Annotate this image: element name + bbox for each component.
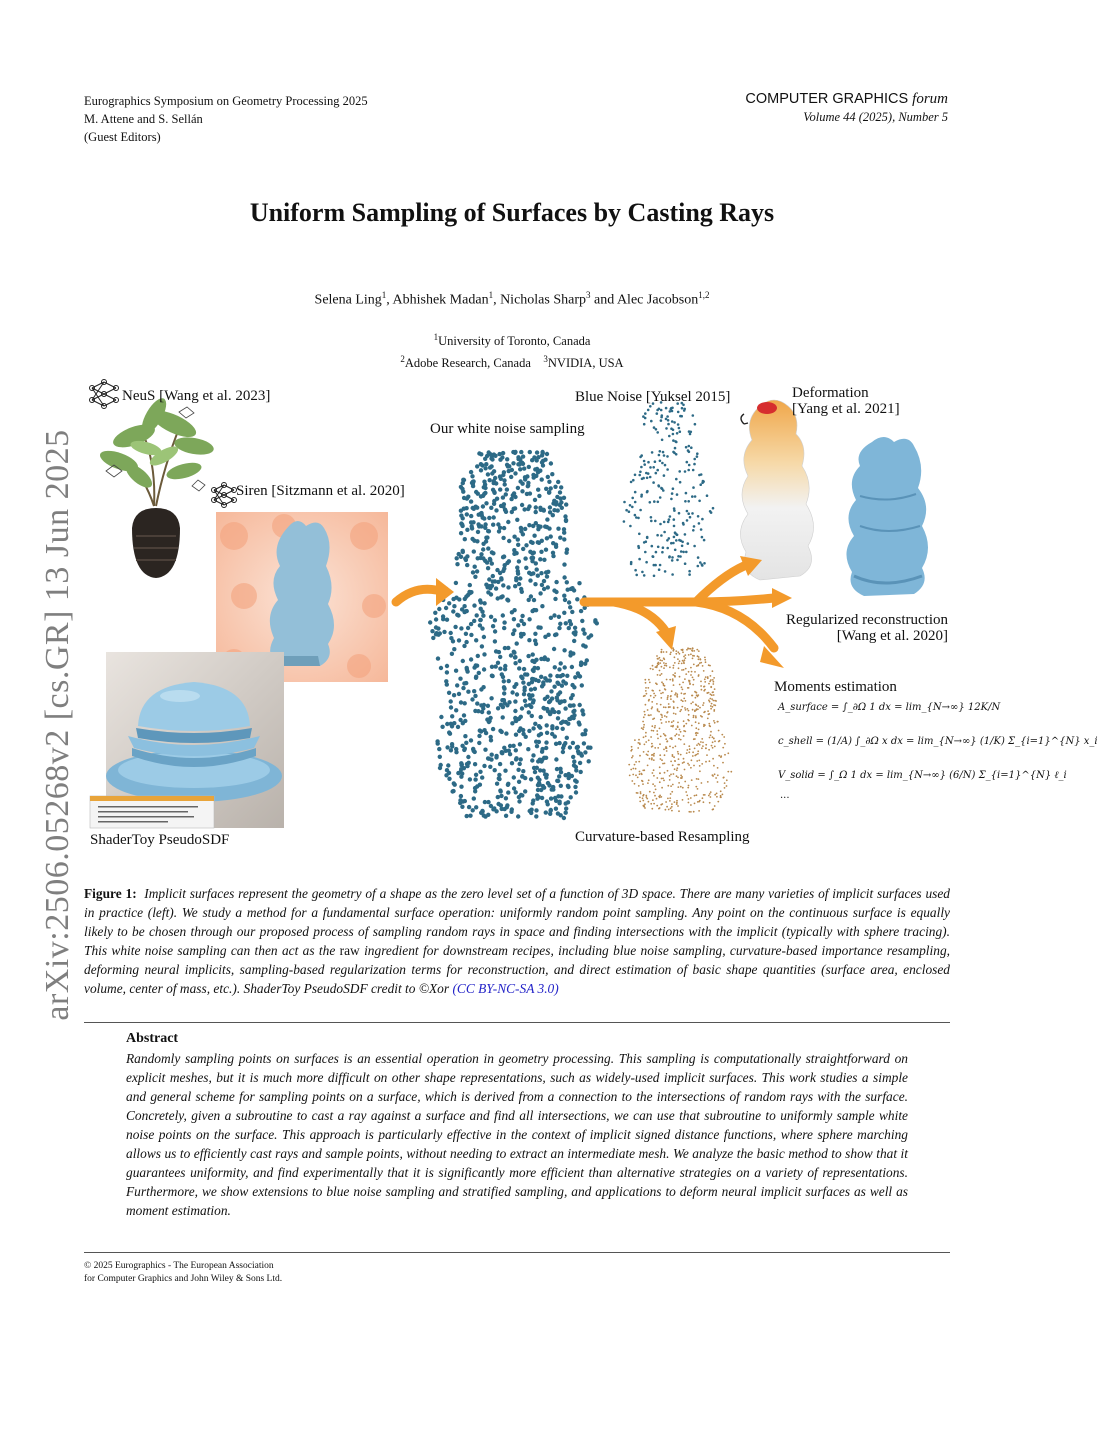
- deformation-title: Deformation: [792, 385, 869, 401]
- neus-network-icon: [90, 380, 119, 409]
- affil-1: University of Toronto, Canada: [438, 334, 591, 349]
- regularized-reconstruction-image: [846, 437, 928, 596]
- header-left: [84, 92, 368, 146]
- label-curvature: Curvature-based Resampling: [575, 829, 750, 845]
- caption-text-1: Implicit surfaces represent the geometry of a shape as the zero level set of a function of 3D space. There are many varieties of implicit surfaces used in practice (left). We study a method for a fundamental surface operation: uniformly random point sampling. Any point on the continuous surface is equally likely to be chosen through our proposed process of sampling random rays in space and finding intersections with the implicit (typically with sphere tracing). This white noise sampling can then act as the: [84, 886, 950, 958]
- label-deformation: [792, 385, 900, 417]
- author-1: Selena Ling: [314, 292, 382, 308]
- authors: [0, 290, 1024, 309]
- author-1-sup: 1: [381, 290, 387, 300]
- author-2: , Abhishek Madan: [386, 292, 489, 308]
- affil-2: Adobe Research, Canada: [404, 356, 531, 371]
- affil-3-sup: 3: [543, 354, 548, 365]
- white-noise-point-cloud: [428, 450, 599, 820]
- plant-image: [97, 395, 215, 578]
- label-moments: Moments estimation: [774, 679, 897, 695]
- editors: M. Attene and S. Sellán: [84, 112, 203, 126]
- regularized-title: Regularized reconstruction: [785, 612, 948, 628]
- regularized-ref: [Wang et al. 2020]: [836, 628, 948, 644]
- shadertoy-image: [90, 652, 284, 828]
- author-3-sup: 3: [586, 290, 591, 300]
- deformation-ref: [Yang et al. 2021]: [792, 401, 900, 417]
- affil-1-sup: 1: [433, 332, 439, 342]
- arxiv-stamp: arXiv:2506.05268v2 [cs.GR] 13 Jun 2025: [39, 429, 76, 1021]
- abstract-top-rule: [84, 1022, 950, 1023]
- header-right: [745, 90, 948, 126]
- footer-line-1: © 2025 Eurographics - The European Association: [84, 1261, 274, 1271]
- affiliation-line-1: [0, 328, 1024, 350]
- curvature-point-cloud: [628, 647, 732, 813]
- figure-caption: [84, 884, 950, 998]
- teaser-figure: [84, 376, 1098, 856]
- affiliation-line-2: [0, 350, 1024, 372]
- caption-label: Figure 1:: [84, 886, 137, 901]
- deformation-image: [740, 400, 813, 580]
- caption-license-link[interactable]: (CC BY-NC-SA 3.0): [452, 981, 559, 996]
- author-4-sup: 1,2: [698, 290, 710, 300]
- author-3: , Nicholas Sharp: [493, 292, 586, 308]
- affil-2-sup: 2: [400, 354, 405, 365]
- abstract-heading: Abstract: [126, 1031, 179, 1046]
- label-blue-noise: Blue Noise [Yuksel 2015]: [575, 389, 731, 405]
- formula-volume: V_solid = ∫_Ω 1 dx = lim_{N→∞} (6/N) Σ_{i=1}^{N} ℓ_i: [778, 770, 1067, 781]
- label-siren: Siren [Sitzmann et al. 2020]: [236, 483, 405, 499]
- footer-line-2: for Computer Graphics and John Wiley & Sons Ltd.: [84, 1274, 283, 1284]
- label-shadertoy: ShaderToy PseudoSDF: [90, 832, 230, 848]
- journal-caps: COMPUTER GRAPHICS: [745, 91, 909, 107]
- volume: Volume 44 (2025), Number 5: [803, 110, 948, 124]
- affil-3: NVIDIA, USA: [547, 356, 624, 371]
- copyright-footer: [84, 1260, 282, 1286]
- label-white-noise: Our white noise sampling: [430, 421, 585, 437]
- formula-area: A_surface = ∫_∂Ω 1 dx = lim_{N→∞} 12K/N: [778, 702, 1001, 713]
- formula-centroid: c_shell = (1/A) ∫_∂Ω x dx = lim_{N→∞} (1/K) Σ_{i=1}^{N} x_i: [778, 736, 1098, 747]
- abstract-bottom-rule: [84, 1252, 950, 1253]
- affiliations: [0, 328, 1024, 372]
- label-neus: NeuS [Wang et al. 2023]: [122, 388, 271, 404]
- siren-network-icon: [212, 483, 237, 508]
- label-regularized: [786, 612, 948, 644]
- caption-raw: raw: [339, 943, 360, 958]
- journal-italic: forum: [912, 91, 948, 107]
- formula-ellipsis: ...: [780, 790, 790, 801]
- blue-noise-point-cloud: [623, 401, 715, 577]
- venue: Eurographics Symposium on Geometry Processing 2025: [84, 94, 368, 108]
- author-2-sup: 1: [488, 290, 494, 300]
- paper-title: Uniform Sampling of Surfaces by Casting Rays: [249, 198, 775, 227]
- caption-text-2: ingredient for downstream recipes, including blue noise sampling, curvature-based importance resampling, deforming neural implicits, sampling-based regularization terms for reconstruction, and direct estimation of basic shape quantities (surface area, enclosed volume, center of mass, etc.). ShaderToy PseudoSDF credit to ©Xor: [84, 943, 950, 996]
- author-4: and Alec Jacobson: [590, 292, 699, 308]
- journal-name: [745, 90, 948, 108]
- abstract-body: Randomly sampling points on surfaces is an essential operation in geometry processing. This sampling is computationally straightforward on explicit meshes, but it is much more difficult on other shape representations, such as widely-used implicit surfaces. This work studies a simple and general scheme for sampling points on a surface, which is derived from a connection to the intersections of random rays with the surface. Concretely, given a subroutine to cast a ray against a surface and find all intersections, we can use that subroutine to uniformly sample white noise points on the surface. This approach is particularly effective in the context of implicit signed distance functions, where sphere marching allows us to efficiently cast rays and sample points, without needing to extract an intermediate mesh. We analyze the basic method to show that it guarantees uniformity, and find experimentally that it is significantly more efficient than alternative strategies on a variety of representations. Furthermore, we show extensions to blue noise sampling and stratified sampling, and applications to deform neural implicit surfaces as well as moment estimation.: [126, 1051, 908, 1218]
- editors-note: (Guest Editors): [84, 130, 161, 144]
